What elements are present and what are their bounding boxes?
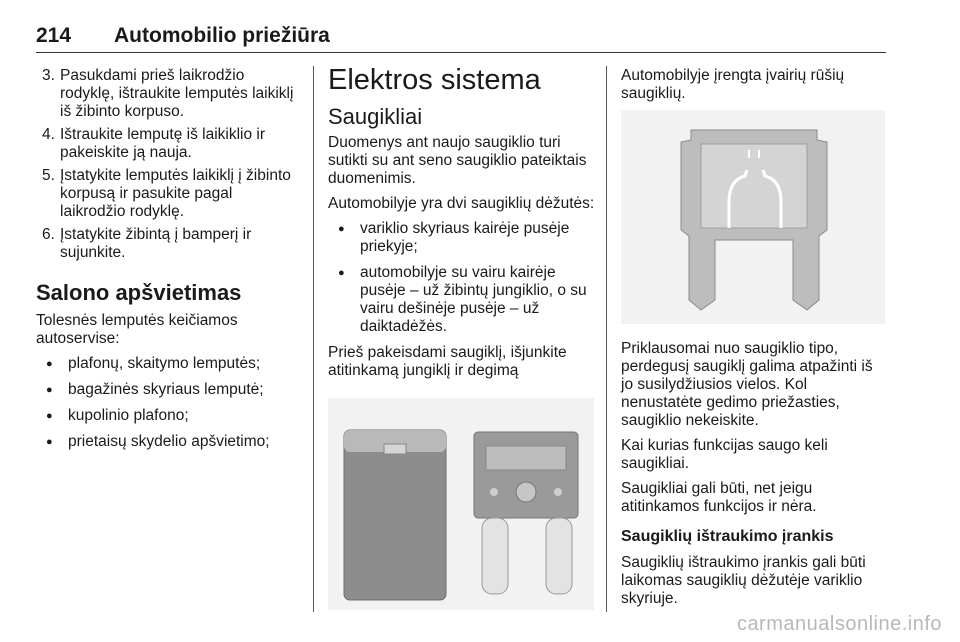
column-divider-1: [313, 66, 314, 612]
step-number: 4.: [42, 126, 55, 143]
step-number: 3.: [42, 67, 55, 84]
fuse-illustration-pair: [328, 398, 594, 610]
list-item: ● variklio skyriaus kairėje pusėje priekyje;: [328, 220, 596, 256]
fuse-types-paragraph: Automobilyje įrengta įvairių rūšių saugiklių.: [621, 67, 845, 102]
fuse-pair-drawing: [328, 398, 594, 610]
column-divider-2: [606, 66, 607, 612]
list-item: ● automobilyje su vairu kairėje pusėje – už žibintų jungiklio, o su vairu dešinėje pusėje – už daiktadėžės.: [328, 264, 596, 336]
column-right: [621, 67, 887, 110]
subsection-title-fuse-puller: Saugiklių ištraukimo įrankis: [621, 528, 834, 545]
page-number: 214: [36, 24, 72, 47]
interior-lighting-intro: Tolesnės lemputės keičiamos autoservise:: [36, 312, 238, 347]
blade-fuse-illustration: [621, 110, 885, 324]
fuses-paragraph-2: Automobilyje yra dvi saugiklių dėžutės:: [328, 195, 595, 212]
list-item: ● kupolinio plafono;: [36, 407, 301, 425]
step-text: Įstatykite žibintą į bamperį ir sujunkite.: [60, 226, 252, 261]
step-text: Įstatykite lemputės laikiklį į žibinto korpusą ir pasukite pagal laikrodžio rodyklę.: [60, 167, 291, 220]
step-number: 5.: [42, 167, 55, 184]
step-text: Pasukdami prieš laikrodžio rodyklę, ištraukite lemputės laikiklį iš žibinto korpuso.: [60, 67, 294, 120]
header-divider: [36, 52, 886, 53]
fuses-paragraph-3: Prieš pakeisdami saugiklį, išjunkite atitinkamą jungiklį ir degimą: [328, 344, 567, 379]
section-title-interior-lighting: Salono apšvietimas: [36, 280, 242, 305]
step-4: [36, 126, 301, 162]
fuse-identify-paragraph: Priklausomai nuo saugiklio tipo, perdegusį saugiklį galima atpažinti iš jo susilydžiusios vielos. Kol nenustatėte gedimo priežasties, saugiklio nekeiskite.: [621, 340, 873, 429]
watermark: carmanualsonline.info: [736, 613, 942, 635]
fuses-present-paragraph: Saugikliai gali būti, net jeigu atitinkamos funkcijos ir nėra.: [621, 480, 817, 515]
step-text: Ištraukite lemputę iš laikiklio ir pakeiskite ją nauja.: [60, 126, 266, 161]
list-item: ● prietaisų skydelio apšvietimo;: [36, 433, 301, 451]
blade-fuse-drawing: [621, 110, 885, 324]
section-title-electrical: Elektros sistema: [328, 64, 541, 96]
multiple-fuses-paragraph: Kai kurias funkcijas saugo keli saugikliai.: [621, 437, 828, 472]
fuses-paragraph-1: Duomenys ant naujo saugiklio turi sutikti su ant seno saugiklio pateiktais duomenimis.: [328, 134, 587, 187]
step-5: [36, 167, 301, 221]
step-6: [36, 226, 301, 262]
subsection-title-fuses: Saugikliai: [328, 104, 423, 129]
step-3: [36, 67, 301, 121]
fuse-puller-paragraph: Saugiklių ištraukimo įrankis gali būti laikomas saugiklių dėžutėje variklio skyriuje.: [621, 554, 866, 607]
column-right-lower: [621, 340, 887, 615]
step-number: 6.: [42, 226, 55, 243]
chapter-title: Automobilio priežiūra: [114, 24, 330, 47]
column-middle: [328, 64, 596, 387]
list-item: ● bagažinės skyriaus lemputė;: [36, 381, 301, 399]
list-item: ● plafonų, skaitymo lemputės;: [36, 355, 301, 373]
page-header: [36, 24, 886, 54]
column-left: [36, 67, 301, 459]
